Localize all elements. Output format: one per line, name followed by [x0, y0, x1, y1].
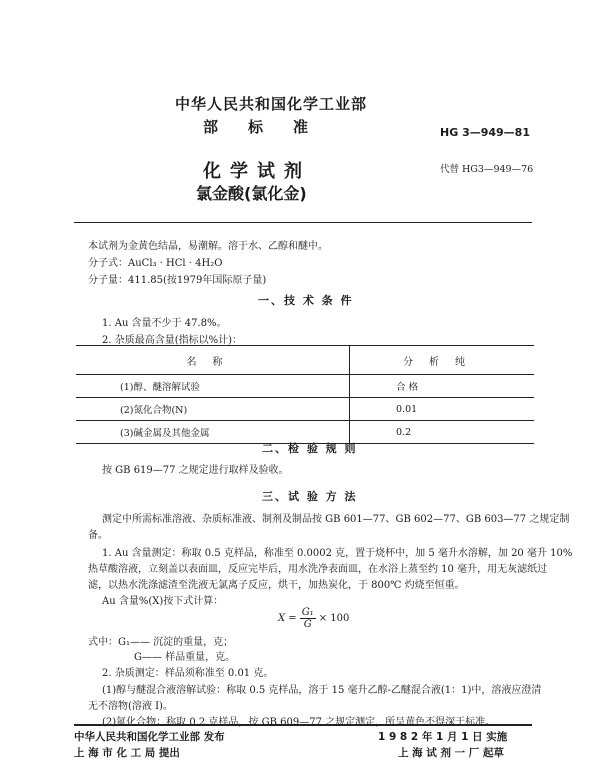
footer-rule	[74, 724, 532, 726]
table-row	[76, 398, 534, 421]
footer-proposer: 上 海 市 化 工 局 提出	[74, 747, 180, 759]
footer-effective-date: 1 9 8 2 年 1 月 1 日 实施	[378, 731, 508, 743]
replaces-standard: 代替 HG3—949—76	[440, 164, 534, 175]
impurity-table	[76, 345, 534, 444]
document-subtitle: 氯金酸(氯化金)	[196, 184, 307, 203]
table-header-row	[76, 346, 534, 375]
table-row	[76, 375, 534, 398]
au-method-line: 1. Au 含量测定：称取 0.5 克样品，称准至 0.0002 克，置于烧杯中，加 5 毫升水溶解，加 20 毫升 10%	[102, 548, 573, 559]
equation-rhs: × 100	[318, 613, 350, 624]
inspection-rules-text: 按 GB 619—77 之规定进行取样及验收。	[102, 465, 289, 476]
impurity-determination: 2. 杂质测定：样品须称准至 0.01 克。	[102, 668, 274, 679]
equation-lhs: X =	[278, 613, 297, 624]
au-method-line: 滤，以热水洗涤滤渣至洗液无氯离子反应，烘干，加热炭化，于 800℃ 灼烧至恒重。	[88, 580, 465, 591]
equation-numerator: G₁	[301, 607, 314, 618]
impurity-name: (2)氮化合物(N)	[76, 398, 350, 421]
au-equation	[278, 607, 349, 630]
standard-code: HG 3—949—81	[440, 126, 530, 139]
solubility-test-line: (1)醇与醚混合液溶解试验：称取 0.5 克样品，溶于 15 毫升乙醇-乙醚混合液(1：1)中，溶液应澄清	[102, 685, 542, 696]
standard-type: 部标准	[203, 118, 339, 136]
impurity-value: 合 格	[350, 375, 535, 398]
variable-definition: G—— 样品重量，克。	[134, 652, 236, 663]
au-content-requirement: 1. Au 含量不少于 47.8%。	[102, 318, 227, 329]
variable-definition: 式中：G₁—— 沉淀的重量，克；	[88, 637, 234, 648]
impurity-name: (1)醇、醚溶解试验	[76, 375, 350, 398]
impurity-value: 0.01	[350, 398, 535, 421]
column-header-grade: 分析纯	[350, 346, 535, 375]
equation-fraction	[300, 607, 316, 630]
intro-formula: 分子式：AuCl₃ · HCl · 4H₂O	[88, 258, 223, 269]
intro-description: 本试剂为金黄色结晶，易潮解。溶于水、乙醇和醚中。	[88, 241, 328, 252]
impurity-name: (3)碱金属及其他金属	[76, 421, 350, 444]
equation-denominator: G	[303, 619, 312, 630]
section-heading-methods: 三、试 验 方 法	[262, 490, 358, 503]
au-formula-intro: Au 含量%(X)按下式计算：	[102, 596, 224, 607]
column-header-name: 名称	[76, 346, 350, 375]
impurity-requirement: 2. 杂质最高含量(指标以%计)：	[102, 335, 243, 346]
nitrogen-test-line: (2)氮化合物：称取 0.2 克样品，按 GB 609—77 之规定测定，所呈黄色不得深于标准。	[102, 717, 496, 728]
intro-weight: 分子量：411.85(按1979年国际原子量)	[88, 275, 267, 286]
methods-intro-line: 测定中所需标准溶液、杂质标准液、制剂及制品按 GB 601—77、GB 602—77、GB 603—77 之规定制	[102, 514, 570, 525]
section-heading-requirements: 一、技 术 条 件	[258, 294, 354, 307]
solubility-test-line: 无不溶物(溶液 I)。	[88, 701, 173, 712]
methods-intro-line: 备。	[88, 530, 108, 541]
au-method-line: 热草酸溶液，立刻盖以表面皿，反应完毕后，用水洗净表面皿，在水浴上蒸至约 10 毫升，用无灰滤纸过	[88, 564, 548, 575]
footer-drafter: 上 海 试 剂 一 厂 起草	[398, 747, 504, 759]
section-heading-inspection: 二、检 验 规 则	[262, 442, 358, 455]
document-title: 化学试剂	[203, 161, 311, 182]
impurity-value: 0.2	[350, 421, 535, 444]
footer-issuer: 中华人民共和国化学工业部 发布	[74, 731, 225, 743]
issuing-organization: 中华人民共和国化学工业部	[175, 95, 368, 113]
title-rule	[74, 222, 532, 223]
